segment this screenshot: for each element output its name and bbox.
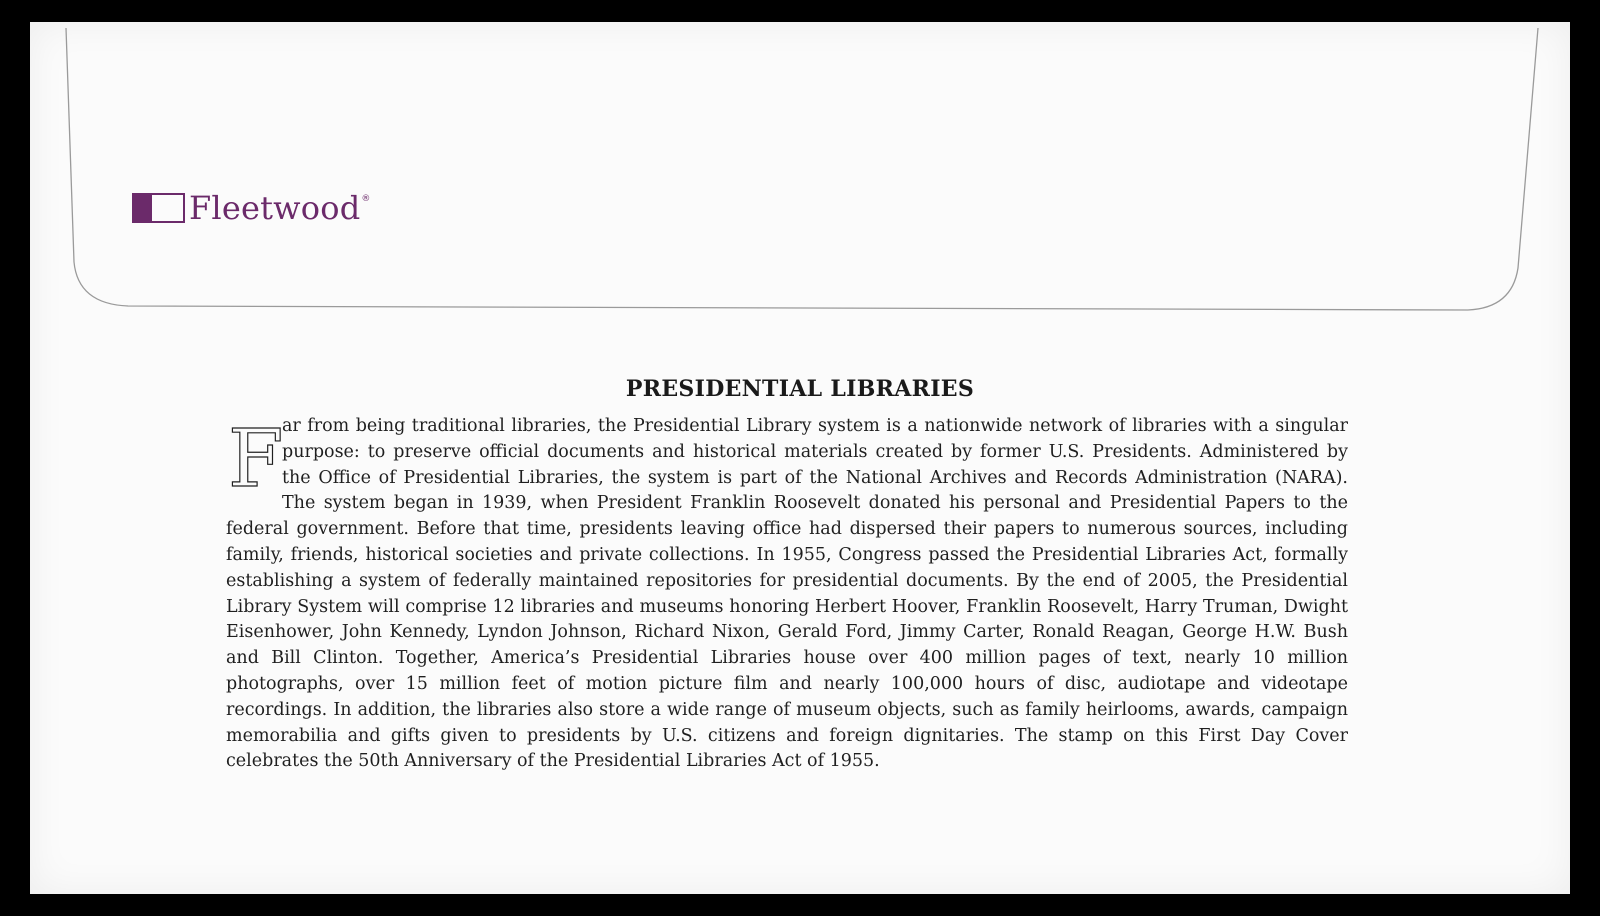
svg-text:F: F	[228, 412, 284, 505]
article-body-text: ar from being traditional libraries, the Presidential Library system is a nationwide network of libraries with a singular purpose: to preserve official documents and historical materials created by former U.S. Presidents. Administered by the Office of Presidential Libraries, the system is part of the National Archives and Records Administration (NARA). The system began in 1939, when President Franklin Roosevelt donated his personal and Presidential Papers to the federal government. Before that time, presidents leaving office had dispersed their papers to numerous sources, including family, friends, historical societies and private collections. In 1955, Congress passed the Presidential Libraries Act, formally establishing a system of federally maintained repositories for presidential documents. By the end of 2005, the Presidential Library System will comprise 12 libraries and museums honoring Herbert Hoover, Franklin Roosevelt, Harry Truman, Dwight Eisenhower, John Kennedy, Lyndon Johnson, Richard Nixon, Gerald Ford, Jimmy Carter, Ronald Reagan, George H.W. Bush and Bill Clinton. Together, America’s Presidential Libraries house over 400 million pages of text, nearly 10 million photographs, over 15 million feet of motion picture film and nearly 100,000 hours of disc, audiotape and videotape recordings. In addition, the libraries also store a wide range of museum objects, such as family heirlooms, awards, campaign memorabilia and gifts given to presidents by U.S. citizens and foreign dignitaries. The stamp on this First Day Cover celebrates the 50th Anniversary of the Presidential Libraries Act of 1955.	[226, 416, 1348, 772]
drop-cap-letter	[226, 412, 284, 505]
article-body	[226, 414, 1348, 775]
brand-name: Fleetwood	[189, 189, 361, 227]
article-title: PRESIDENTIAL LIBRARIES	[625, 376, 975, 402]
registered-mark: ®	[361, 194, 371, 204]
envelope-flap-line	[30, 22, 1570, 322]
envelope-back	[30, 22, 1570, 894]
fleetwood-logo	[132, 188, 370, 228]
fleetwood-logo-icon	[132, 193, 185, 223]
